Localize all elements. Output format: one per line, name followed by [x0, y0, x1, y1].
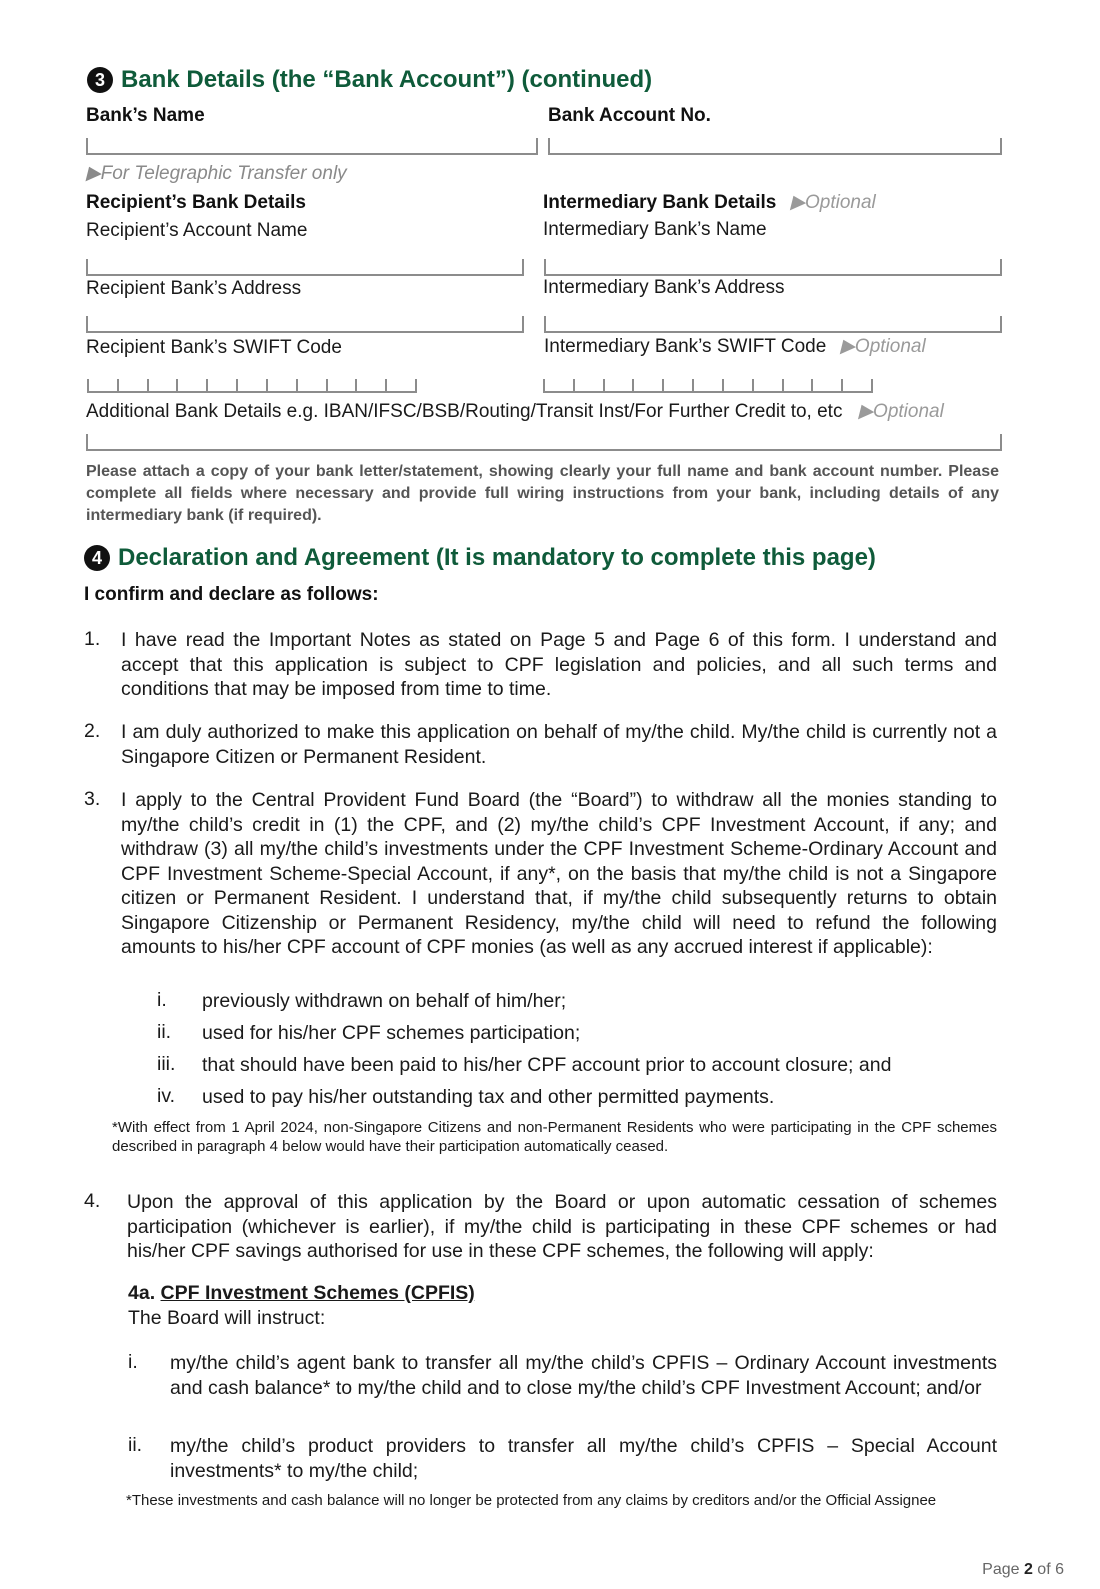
- bank-name-field[interactable]: [86, 138, 538, 155]
- declaration-item-2: I am duly authorized to make this application on behalf of my/the child. My/the child is currently not a Singapore Citizen or Permanent Resident.: [121, 721, 997, 768]
- sub-item-3-iii: that should have been paid to his/her CPF account prior to account closure; and: [202, 1054, 892, 1076]
- declaration-intro: I confirm and declare as follows:: [84, 584, 379, 605]
- section-3-heading: Bank Details (the “Bank Account”) (continued): [121, 66, 653, 93]
- intermediary-bank-name-field[interactable]: [544, 259, 1002, 276]
- sub-item-3-i: previously withdrawn on behalf of him/her;: [202, 990, 567, 1012]
- section-4-title: [84, 544, 876, 572]
- recipient-bank-address-field[interactable]: [86, 316, 524, 333]
- item-number: 3.: [84, 788, 101, 810]
- item-number: 1.: [84, 628, 101, 650]
- sub-item-number: i.: [157, 989, 167, 1011]
- recipient-account-name-field[interactable]: [86, 259, 524, 276]
- intermediary-swift-boxes[interactable]: [543, 379, 873, 393]
- sub-item-3-ii: used for his/her CPF schemes participation;: [202, 1022, 581, 1044]
- sub-item-number: ii.: [157, 1021, 172, 1043]
- sub-item-number: ii.: [128, 1434, 143, 1456]
- sub-4a-heading: [128, 1282, 475, 1305]
- recipient-bank-address-label: Recipient Bank’s Address: [86, 278, 302, 299]
- section-4-heading: Declaration and Agreement (It is mandatory to complete this page): [118, 544, 876, 571]
- intermediary-bank-address-label: Intermediary Bank’s Address: [543, 277, 785, 298]
- additional-details-field[interactable]: [86, 434, 1002, 451]
- page-number: Page 2 of 6: [982, 1561, 1064, 1578]
- declaration-item-3: I apply to the Central Provident Fund Board (the “Board”) to withdraw all the monies standing to my/the child’s credit in (1) the CPF, and (2) my/the child’s CPF Investment Account, if any; and withdraw (3) all my/the child’s investments under the CPF Investment Scheme-Ordinary Account and CPF Investment Scheme-Special Account, if any*, on the basis that my/the child is not a Singapore citizen or Permanent Resident. I understand that, if my/the child subsequently returns to obtain Singapore Citizenship or Permanent Residency, my/the child will need to refund the following amounts to his/her CPF account of CPF monies (as well as any accrued interest if applicable):: [121, 789, 997, 958]
- sub-item-number: iv.: [157, 1085, 176, 1107]
- attach-note: Please attach a copy of your bank letter/statement, showing clearly your full name and bank account number. Please complete all fields where necessary and provide full wiring instructions from your bank, including details of any intermediary bank (if required).: [86, 463, 999, 524]
- bank-name-label: Bank’s Name: [86, 105, 205, 126]
- telegraphic-transfer-note: ▶For Telegraphic Transfer only: [86, 163, 347, 184]
- item-number: 4.: [84, 1190, 101, 1212]
- footnote-4a: *These investments and cash balance will no longer be protected from any claims by creditors and/or the Official Assignee: [126, 1492, 937, 1509]
- recipient-swift-boxes[interactable]: [87, 379, 417, 393]
- footnote-item-3: *With effect from 1 April 2024, non-Singapore Citizens and non-Permanent Residents who were participating in the CPF schemes described in paragraph 4 below would have their participation automatically ceased.: [112, 1119, 997, 1155]
- additional-details-label: Additional Bank Details e.g. IBAN/IFSC/BSB/Routing/Transit Inst/For Further Credit to, etc: [86, 401, 843, 422]
- optional-tag: ▶Optional: [858, 401, 944, 422]
- intermediary-bank-heading-row: [543, 191, 876, 214]
- intermediary-swift-label-row: [544, 335, 926, 358]
- recipient-account-name-label: Recipient’s Account Name: [86, 220, 308, 241]
- intermediary-bank-heading: Intermediary Bank Details: [543, 192, 777, 213]
- declaration-item-4: Upon the approval of this application by the Board or upon automatic cessation of schemes participation (whichever is earlier), if my/the child is participating in these CPF schemes or had his/her CPF savings authorised for use in these CPF schemes, the following will apply:: [127, 1191, 997, 1262]
- section-number-badge: 4: [84, 545, 110, 571]
- current-page: 2: [1023, 1561, 1033, 1578]
- intermediary-bank-name-label: Intermediary Bank’s Name: [543, 219, 767, 240]
- recipient-bank-heading: Recipient’s Bank Details: [86, 192, 306, 213]
- sub-item-number: iii.: [157, 1053, 176, 1075]
- intermediary-bank-address-field[interactable]: [544, 316, 1002, 333]
- sub-item-4a-ii: my/the child’s product providers to transfer all my/the child’s CPFIS – Special Account investments* to my/the child;: [170, 1435, 997, 1482]
- recipient-swift-label: Recipient Bank’s SWIFT Code: [86, 337, 342, 358]
- sub-item-number: i.: [128, 1351, 138, 1373]
- optional-tag: ▶Optional: [790, 192, 876, 213]
- additional-details-row: [86, 400, 944, 423]
- item-number: 2.: [84, 720, 101, 742]
- sub-4a-title: CPF Investment Schemes (CPFIS): [160, 1282, 475, 1304]
- sub-4a-intro: The Board will instruct:: [128, 1307, 326, 1329]
- section-3-title: [87, 66, 652, 94]
- section-number-badge: 3: [87, 67, 113, 93]
- sub-item-3-iv: used to pay his/her outstanding tax and other permitted payments.: [202, 1086, 775, 1108]
- sub-item-4a-i: my/the child’s agent bank to transfer all my/the child’s CPFIS – Ordinary Account investments and cash balance* to my/the child and to close my/the child’s CPF Investment Account; and/or: [170, 1352, 997, 1399]
- bank-account-field[interactable]: [548, 138, 1002, 155]
- intermediary-swift-label: Intermediary Bank’s SWIFT Code: [544, 336, 827, 357]
- bank-account-label: Bank Account No.: [548, 105, 711, 126]
- sub-4a-prefix: 4a.: [128, 1282, 156, 1304]
- optional-tag: ▶Optional: [840, 336, 926, 357]
- declaration-item-1: I have read the Important Notes as stated on Page 5 and Page 6 of this form. I understand and accept that this application is subject to CPF legislation and policies, and all such terms and conditions that may be imposed from time to time.: [121, 629, 997, 700]
